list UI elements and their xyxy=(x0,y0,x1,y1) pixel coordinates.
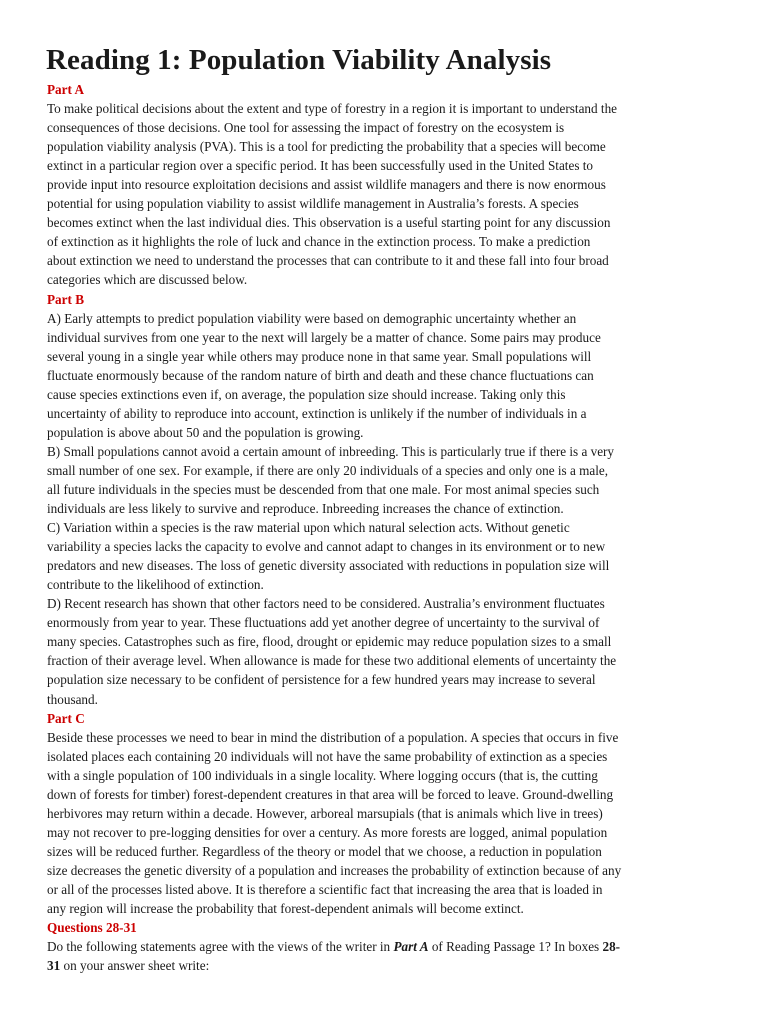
text-line: size decreases the genetic diversity of a population and increases the probability of extinction because of any xyxy=(47,862,622,878)
text-line: uncertainty of ability to reproduce into account, extinction is unlikely if the number of individuals in a xyxy=(47,405,587,421)
text-line: population size necessary to be confident of persistence for a few hundred years may increase to several xyxy=(47,672,596,688)
instruction-line xyxy=(47,937,731,956)
text-line: C) Variation within a species is the raw material upon which natural selection acts. Without genetic xyxy=(47,520,570,536)
instruction-text: of Reading Passage 1? In boxes xyxy=(428,939,603,955)
text-line: Beside these processes we need to bear in mind the distribution of a population. A species that occurs in five xyxy=(47,729,619,745)
text-line: potential for using population viability to assist wildlife management in Australia’s forests. A species xyxy=(47,196,579,212)
text-line: fraction of their average level. When allowance is made for these two additional elements of uncertainty the xyxy=(47,653,617,669)
text-line: of extinction as it highlights the role of luck and chance in the extinction process. To make a prediction xyxy=(47,234,591,250)
text-line: A) Early attempts to predict population viability were based on demographic uncertainty whether an xyxy=(47,310,577,326)
part-a-heading: Part A xyxy=(47,82,84,97)
part-a-paragraph xyxy=(47,99,731,289)
text-line: D) Recent research has shown that other factors need to be considered. Australia’s environment fluctuates xyxy=(47,596,605,612)
text-line: provide input into resource exploitation decisions and assist wildlife managers and there is now enormous xyxy=(47,177,606,193)
text-line: with a single population of 100 individuals in a single locality. Where logging occurs (that is, the cutting xyxy=(47,767,598,783)
text-line: extinct in a particular region over a specific period. It has been successfully used in the United States to xyxy=(47,158,594,174)
text-line: many species. Catastrophes such as fire, flood, drought or epidemic may reduce population sizes to a small xyxy=(47,634,612,650)
text-line: isolated places each containing 20 individuals will not have the same probability of extinction as a species xyxy=(47,748,608,764)
text-line: cause species extinctions even if, on average, the population size should increase. Taking only this xyxy=(47,386,566,402)
questions-instruction xyxy=(47,937,731,975)
text-line: herbivores may return within a decade. However, arboreal marsupials (that is animals which live in trees) xyxy=(47,805,603,821)
question-range: 28- xyxy=(602,939,621,955)
text-line: or all of the processes listed above. It is therefore a scientific fact that increasing the area that is loaded in xyxy=(47,881,603,897)
text-line: To make political decisions about the extent and type of forestry in a region it is important to understand the xyxy=(47,101,618,117)
part-reference: Part A xyxy=(393,939,429,955)
part-c-paragraph xyxy=(47,728,731,918)
text-line: population viability analysis (PVA). This is a tool for predicting the probability that a species will become xyxy=(47,139,606,155)
text-line: becomes extinct when the last individual dies. This observation is a useful starting point for any discussion xyxy=(47,215,611,231)
text-line: individuals are less likely to survive and reproduce. Inbreeding increases the chance of extinction. xyxy=(47,501,564,517)
text-line: variability a species lacks the capacity to evolve and cannot adapt to changes in its environment or to new xyxy=(47,539,606,555)
text-line: contribute to the likelihood of extinction. xyxy=(47,577,264,593)
text-line: down of forests for timber) forest-dependent creatures in that area will be forced to leave. Ground-dwelling xyxy=(47,786,614,802)
text-line: thousand. xyxy=(47,691,98,707)
part-b-paragraph xyxy=(47,309,731,709)
text-line: sizes will be reduced further. Regardless of the theory or model that we choose, a reduction in population xyxy=(47,843,602,859)
text-line: enormously from year to year. These fluctuations add yet another degree of uncertainty to the survival of xyxy=(47,615,600,631)
text-line: consequences of those decisions. One tool for assessing the impact of forestry on the ecosystem is xyxy=(47,120,565,136)
text-line: population is above about 50 and the population is growing. xyxy=(47,424,364,440)
text-line: about extinction we need to understand the processes that can contribute to it and these fall into four broad xyxy=(47,253,609,269)
text-line: all future individuals in the species must be descended from that one male. For most animal species such xyxy=(47,481,600,497)
text-line: small number of one sex. For example, if there are only 20 individuals of a species and only one is a male, xyxy=(47,462,609,478)
instruction-text: Do the following statements agree with the views of the writer in xyxy=(47,939,394,955)
part-b-heading: Part B xyxy=(47,291,84,307)
text-line: categories which are discussed below. xyxy=(47,272,248,288)
questions-heading: Questions 28-31 xyxy=(47,920,137,936)
page-title: Reading 1: Population Viability Analysis xyxy=(46,44,552,76)
part-c-heading: Part C xyxy=(47,710,85,726)
text-line: several young in a single year while others may produce none in that same year. Small populations will xyxy=(47,348,592,364)
text-line: any region will increase the probability that forest-dependent animals will become extinct. xyxy=(47,901,524,917)
text-line: individual survives from one year to the next will largely be a matter of chance. Some pairs may produce xyxy=(47,329,601,345)
text-line: fluctuate enormously because of the random nature of birth and death and these chance fluctuations can xyxy=(47,367,594,383)
document-body xyxy=(47,80,731,975)
text-line: may not recover to pre-logging densities for over a century. As more forests are logged, animal population xyxy=(47,824,608,840)
text-line: predators and new diseases. The loss of genetic diversity associated with reductions in population size will xyxy=(47,558,610,574)
text-line: B) Small populations cannot avoid a certain amount of inbreeding. This is particularly true if there is a very xyxy=(47,443,615,459)
instruction-text: on your answer sheet write: xyxy=(60,958,210,974)
question-range: 31 xyxy=(47,958,61,974)
instruction-line xyxy=(47,956,731,975)
